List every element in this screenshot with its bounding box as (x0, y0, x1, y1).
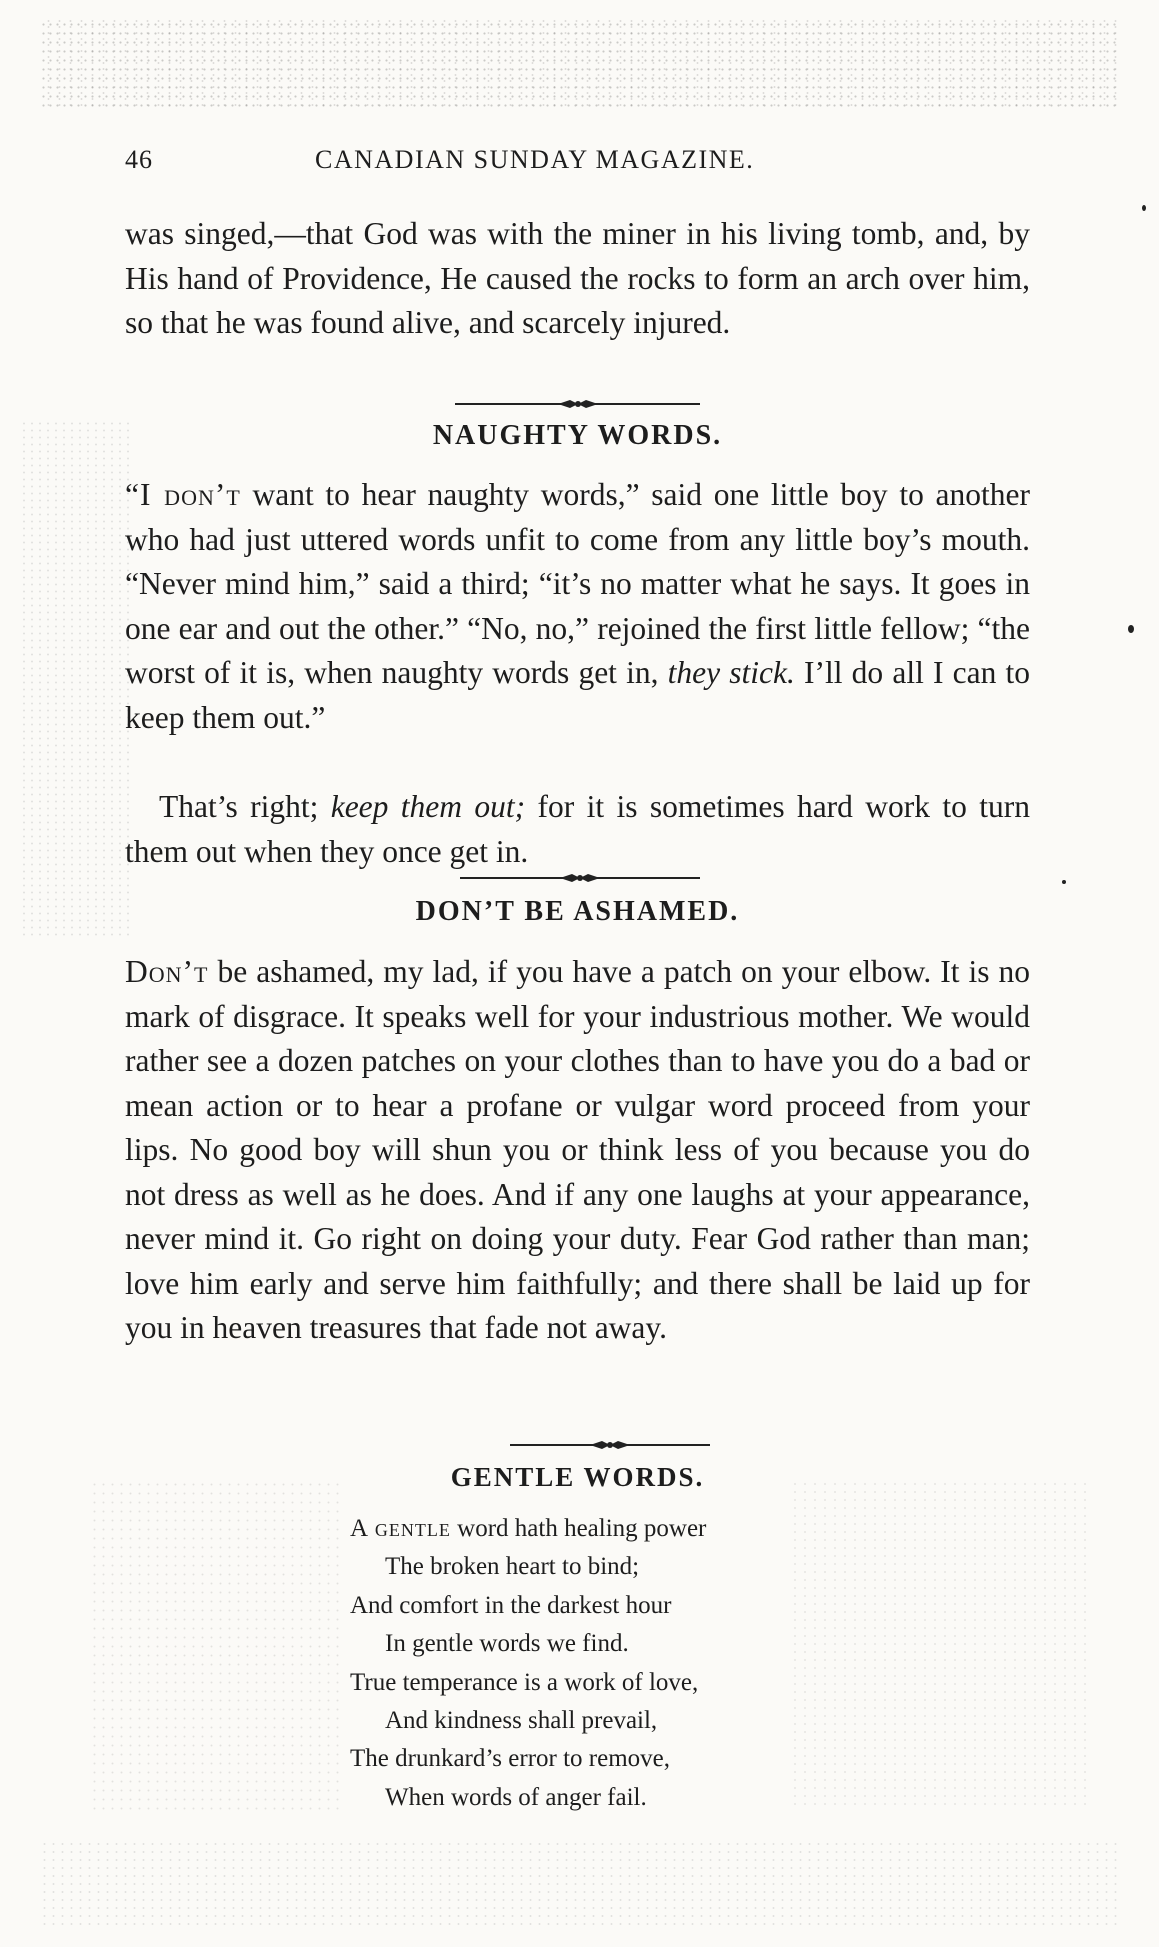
divider-ornament-icon (556, 398, 600, 410)
paragraph-lead: Don’t (125, 954, 209, 989)
verse-line-text: word hath healing power (450, 1515, 707, 1542)
running-head (125, 145, 1025, 185)
paragraph-lead: “I don’t (125, 477, 241, 512)
section-divider (510, 1440, 710, 1450)
print-speckle-top (40, 20, 1120, 110)
section-divider (460, 873, 700, 883)
naughty-words-paragraph-1 (125, 473, 1030, 740)
print-speckle-left (20, 420, 130, 940)
text-run: for it is sometimes hard work to turn them out when they once get in. (125, 789, 1030, 869)
verse-line: The drunkard’s error to remove, (350, 1745, 671, 1773)
text-run: I’ll do all I can to keep them out.” (125, 655, 1031, 735)
naughty-words-paragraph-2 (125, 785, 1030, 874)
divider-ornament-icon (558, 872, 602, 884)
section-title-naughty-words: NAUGHTY WORDS. (432, 420, 723, 451)
ink-speck (1142, 205, 1146, 211)
section-title-dont-be-ashamed: DON’T BE ASHAMED. (415, 896, 740, 927)
divider-ornament-icon (588, 1439, 632, 1451)
italic-phrase: keep them out; (330, 789, 526, 824)
verse-line: The broken heart to bind; (385, 1553, 640, 1581)
page-number: 46 (125, 145, 153, 174)
verse-line: When words of anger fail. (385, 1783, 647, 1811)
ink-speck (1062, 880, 1066, 884)
gentle-words-verse (300, 1510, 840, 1817)
verse-lead: A gentle (350, 1515, 451, 1542)
print-speckle-bottom (40, 1840, 1120, 1930)
section-title-gentle-words: GENTLE WORDS. (450, 1462, 705, 1492)
section-divider (455, 399, 700, 409)
italic-phrase: they stick. (667, 655, 795, 690)
dont-be-ashamed-paragraph (125, 950, 1030, 1351)
magazine-title: CANADIAN SUNDAY MAGAZINE. (315, 145, 755, 174)
verse-line (300, 1510, 840, 1548)
text-run: be ashamed, my lad, if you have a patch on your elbow. It is no mark of disgrace. It speaks well for your industrious mother. We would rather see a dozen patches on your clothes than to have you do a bad or mean action or to hear a profane or vulgar word proceed from your lips. No good boy will shun you or think less of you because you do not dress as well as he does. And if any one laughs at your appearance, never mind it. Go right on doing your duty. Fear God rather than man; love him early and serve him faithfully; and there shall be laid up for you in heaven treasures that fade not away. (125, 954, 1030, 1345)
verse-line: True temperance is a work of love, (350, 1668, 699, 1696)
verse-line: And comfort in the darkest hour (350, 1591, 672, 1619)
text-run: want to hear naughty words,” said one little boy to another who had just uttered words unfit to come from any little boy’s mouth. “Never mind him,” said a third; “it’s no matter what he says. It goes in one ear and out the other.” “No, no,” rejoined the first little fellow; “the worst of it is, when naughty words get in, (125, 477, 1030, 690)
ink-speck (1128, 625, 1134, 633)
verse-line: In gentle words we find. (385, 1630, 629, 1658)
intro-paragraph: was singed,—that God was with the miner in his living tomb, and, by His hand of Providence, He caused the rocks to form an arch over him, so that he was found alive, and scarcely injured. (125, 216, 1030, 340)
verse-line: And kindness shall prevail, (385, 1707, 658, 1735)
text-run: That’s right; (159, 789, 331, 824)
